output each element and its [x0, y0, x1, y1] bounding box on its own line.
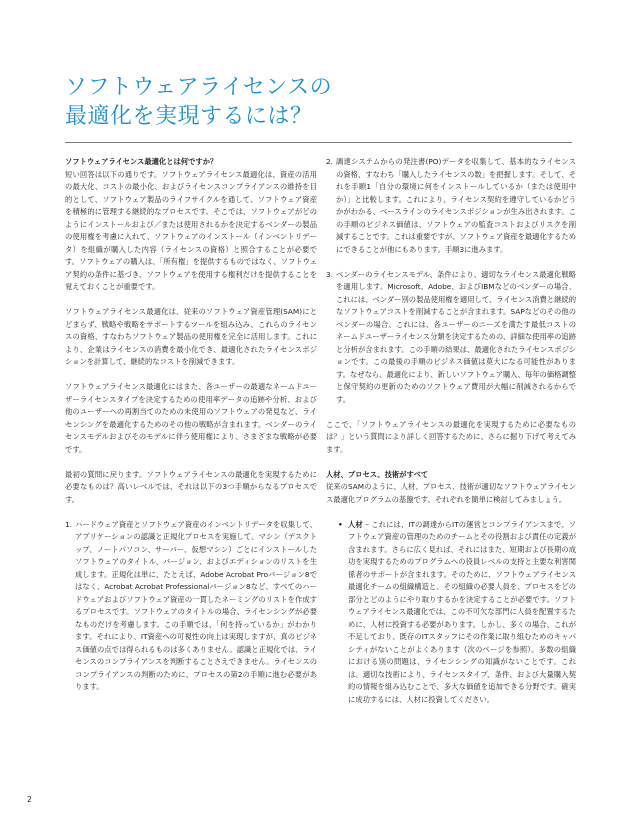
- bullet-people-label: 人材: [348, 519, 363, 529]
- left-column: [65, 156, 317, 706]
- step-3-item: [326, 269, 576, 407]
- step-1-text: ハードウェア資産とソフトウェア資産のインベントリデータを収集して、アプリケーションの認識と正規化プロセスを実施して、マシン（デスクトップ、ノートパソコン、サーバー、仮想マシン）ごとにインストールしたソフトウェアのタイトル、バージョン、およびエディションのリストを生成します。正規化は単に、たとえば、Adobe Acrobat Proバージョン8ではなく、Acrobat Acrobat Professionalバージョン8など、すべてのハードウェアおよびソフトウェア資産の一貫したネーミングのリストを作成するプロセスです。ソフトウェアのタイトルの場合、ライセンシングが必要なものだけを考慮します。この手順では、「何を持っているか」がわかります。それにより、IT資産への可視性の向上は実現しますが、真のビジネス価値の点では得られるものは多くありません。認識と正規化では、ライセンスのコンプライアンスを判断することさえできません。ライセンスのコンプライアンスの判断のために、プロセスの第2の手順に進む必要があります。: [75, 519, 317, 691]
- paragraph-definition: 短い回答は以下の通りです。ソフトウェアライセンス最適化は、資産の活用の最大化、コストの最小化、およびライセンスコンプライアンスの維持を目的として、ソフトウェア製品のライフサイクルを通して、ソフトウェア資産を積極的に管理する継続的なプロセスです。そこでは、ソフトウェアがどのようにインストールおよび／または使用されるかを決定するベンダーの製品の使用権を考慮に入れて、ソフトウェアのインストール（インベントリデータ）を組織が購入した内容（ライセンスの資格）と照合することが必要です。ソフトウェアの購入は、「所有権」を提供するものではなく、ソフトウェア契約の条件に基づき、ソフトウェアを使用する権利だけを提供することを覚えておくことが重要です。: [65, 169, 317, 291]
- bullet-people-body: – これには、ITの調達からITの運営とコンプライアンスまで、ソフトウェア資産の管理のためのチームとその役割および責任の定義が含まれます。さらに広く見れば、それにはまた、短期および長期の成功を実現するためのプログラムへの役員レベルの支持と主要な利害関係者のサポートが含まれます。そのために、ソフトウェアライセンス最適化チームの組織構造と、その組織の必要人員を、プロセスをどの部分とどのようにやり取りするかを決定することが必要です。ソフトウェアライセンス最適化では、この不可欠な部門に人員を配置するために、人材に投資する必要があります。しかし、多くの場合、これが不足しており、既存のITスタッフにその作業に取り組むためのキャパシティがないことがよくあります（次のページを参照）。多数の組織における別の問題は、ライセンシングの知識がないことです。これは、適切な技術により、ライセンスタイプ、条件、および大量購入契約の情報を組み込むことで、多大な価値を追加できる分野です。確実に成功するには、人材に投資してください。: [348, 519, 576, 704]
- paragraph-strategies: ソフトウェアライセンス最適化にはまた、各ユーザーの最適なネームドユーザーライセンスタイプを決定するための使用率データの追跡や分析、および他のユーザーへの再割当てのための未使用のソフトウェアの発見など、ライセンシングを最適化するためのその他の戦略が含まれます。ベンダーのライセンスモデルおよびそのモデルに伴う使用権により、さまざまな戦略が必要です。: [65, 382, 317, 454]
- section-heading-people-process-tech: 人材、プロセス、技術がすべて: [326, 469, 429, 479]
- step-3-number: 3.: [326, 269, 333, 279]
- title-divider: [65, 142, 572, 143]
- step-2-text: 調達システムからの発注書(PO)データを収集して、基本的なライセンスの資格、すなわち「購入したライセンスの数」を把握します。そして、それを手順1「自分の環境に何をインストールしているか（または使用中か）」と比較します。これにより、ライセンス契約を遵守しているかどうかがわかる、ベースラインのライセンスポジションが生み出されます。この手順のビジネス価値は、ソフトウェアの監査コストおよびリスクを削減することです。これは重要ですが、ソフトウェア資産を最適化するためにできることが他にもあります。手順3に進みます。: [336, 157, 576, 254]
- page-number: 2: [27, 795, 32, 804]
- page-title: [65, 73, 485, 131]
- right-column: [326, 156, 576, 706]
- page-title-line-2: 最適化を実現するには？: [65, 104, 313, 129]
- paragraph-foundation: 従来のSAMのように、人材、プロセス、技術が適切なソフトウェアライセンス最適化プログラムの基盤です。それぞれを簡単に検討してみましょう。: [326, 482, 576, 504]
- step-1-number: 1.: [65, 519, 72, 529]
- bullet-people-text: [348, 519, 576, 707]
- section-heading: ソフトウェアライセンス最適化とは何ですか？: [65, 157, 218, 166]
- page-title-line-1: ソフトウェアライセンスの: [65, 75, 333, 100]
- step-3-text: ベンダーのライセンスモデル、条件により、適切なライセンス最適化戦略を適用します。Microsoft、Adobe、およびIBMなどのベンダーの場合、これには、ベンダー別の製品使用権を適用して、ライセンス消費と継続的なソフトウェアコストを削減することが含まれます。SAPなどのその他のベンダーの場合、これには、各ユーザーのニーズを満たす最低コストのネームドユーザーライセンス分類を決定するための、詳細な使用率の追跡と分析が含まれます。この手順の結果は、最適化されたライセンスポジションです。この最後の手順のビジネス価値は莫大になる可能性があります。なぜなら、最適化により、新しいソフトウェア購入、毎年の価格調整と保守契約の更新のためのソフトウェア費用が大幅に削減されるからです。: [336, 269, 576, 404]
- step-2-item: [326, 156, 576, 256]
- step-1-item: [65, 519, 317, 694]
- bullet-people: [338, 519, 576, 707]
- paragraph-sam: ソフトウェアライセンス最適化は、従来のソフトウェア資産管理(SAM)にとどまらず、戦略や戦略をサポートするツールを組み込み、これらのライセンスの資格、すなわちソフトウェア製品の使用権を完全に活用します。これにより、企業はライセンスの消費を最小化でき、最適化されたライセンスポジションを計算して、継続的なコストを削減できます。: [65, 307, 317, 366]
- bullet-marker: •: [338, 519, 343, 529]
- paragraph-deeper: ここで、「ソフトウェアライセンスの最適化を実現するために必要なものは？」という質問により詳しく回答するために、さらに掘り下げて考えてみます。: [326, 419, 576, 454]
- paragraph-three-steps: 最初の質問に戻ります。ソフトウェアライセンスの最適化を実現するために必要なものは？高いレベルでは、それは以下の3つ手順からなるプロセスです。: [65, 469, 317, 504]
- step-2-number: 2.: [326, 157, 333, 166]
